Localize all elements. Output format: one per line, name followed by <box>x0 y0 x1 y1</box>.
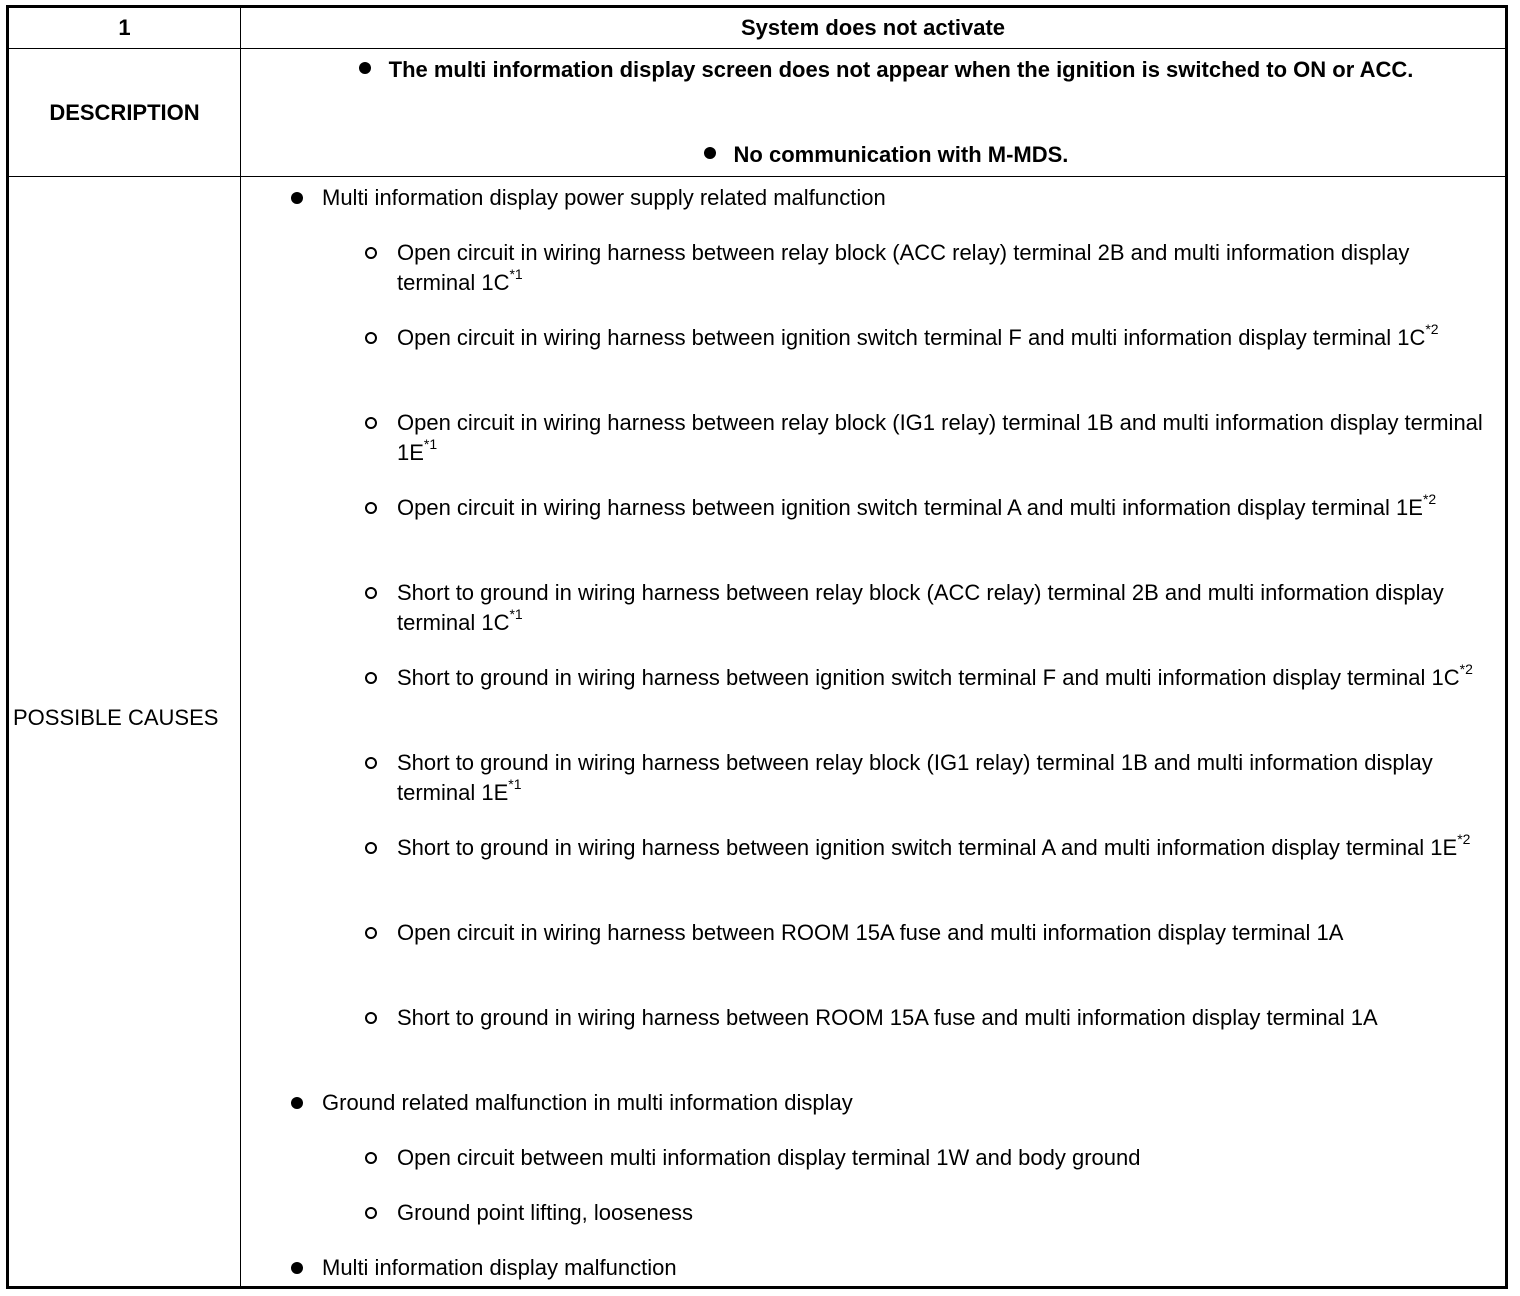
circle-bullet-icon <box>365 587 377 599</box>
cause-item: Open circuit between multi information display terminal 1W and body ground <box>397 1143 1487 1173</box>
footnote-marker: *1 <box>509 266 523 282</box>
bullet-icon <box>291 192 303 204</box>
possible-causes-content <box>241 177 1505 1286</box>
footnote-marker: *2 <box>1422 491 1437 507</box>
cause-item: Short to ground in wiring harness between relay block (IG1 relay) terminal 1B and multi information display terminal $1E^{*1}$ <box>397 748 1487 808</box>
circle-bullet-icon <box>365 1152 377 1164</box>
trouble-title: System does not activate <box>740 15 1006 40</box>
circle-bullet-icon <box>365 417 377 429</box>
description-item: The multi information display screen does not appear when the ignition is switched to ON or ACC. <box>311 55 1461 85</box>
description-content <box>241 49 1505 176</box>
footnote-marker: *2 <box>1425 321 1439 337</box>
cause-item: Open circuit in wiring harness between ignition switch terminal F and multi information display terminal $1C^{*2}$ <box>397 323 1487 353</box>
footnote-marker: *1 <box>509 606 523 622</box>
bullet-icon <box>291 1262 303 1274</box>
circle-bullet-icon <box>365 672 377 684</box>
footnote-marker: *1 <box>423 436 438 452</box>
bullet-icon <box>359 62 371 74</box>
footnote-marker: *1 <box>508 776 522 792</box>
cause-group: Multi information display power supply related malfunction <box>322 183 886 213</box>
circle-bullet-icon <box>365 502 377 514</box>
cause-item: Ground point lifting, looseness <box>397 1198 1487 1228</box>
circle-bullet-icon <box>365 247 377 259</box>
cause-item: Open circuit in wiring harness between ignition switch terminal A and multi information display terminal $1E^{*2}$ <box>397 493 1487 523</box>
trouble-number: 1 <box>118 15 131 40</box>
cause-item: Short to ground in wiring harness between ROOM 15A fuse and multi information display terminal 1A <box>397 1003 1487 1033</box>
bullet-icon <box>291 1097 303 1109</box>
cause-item: Open circuit in wiring harness between relay block (ACC relay) terminal 2B and multi information display terminal $1C^{*1}$ <box>397 238 1487 298</box>
description-item: No communication with M-MDS. <box>311 140 1461 170</box>
circle-bullet-icon <box>365 332 377 344</box>
possible-causes-label: POSSIBLE CAUSES <box>13 705 219 730</box>
circle-bullet-icon <box>365 927 377 939</box>
footnote-marker: *2 <box>1457 831 1471 847</box>
cause-group: Ground related malfunction in multi information display <box>322 1088 853 1118</box>
cause-item: Short to ground in wiring harness between relay block (ACC relay) terminal 2B and multi information display terminal $1C^{*1}$ <box>397 578 1487 638</box>
footnote-marker: *2 <box>1459 661 1473 677</box>
cause-item: Short to ground in wiring harness between ignition switch terminal F and multi information display terminal $1C^{*2}$ <box>397 663 1487 693</box>
circle-bullet-icon <box>365 842 377 854</box>
trouble-table <box>6 5 1508 1289</box>
circle-bullet-icon <box>365 1012 377 1024</box>
cause-item: Open circuit in wiring harness between relay block (IG1 relay) terminal 1B and multi information display terminal $1E^{*1}$ <box>397 408 1487 468</box>
cause-group: Multi information display malfunction <box>322 1253 677 1283</box>
cause-item: Open circuit in wiring harness between ROOM 15A fuse and multi information display terminal 1A <box>397 918 1487 948</box>
description-label: DESCRIPTION <box>49 99 200 125</box>
cause-item: Short to ground in wiring harness between ignition switch terminal A and multi information display terminal $1E^{*2}$ <box>397 833 1487 863</box>
circle-bullet-icon <box>365 1207 377 1219</box>
bullet-icon <box>704 147 716 159</box>
circle-bullet-icon <box>365 757 377 769</box>
